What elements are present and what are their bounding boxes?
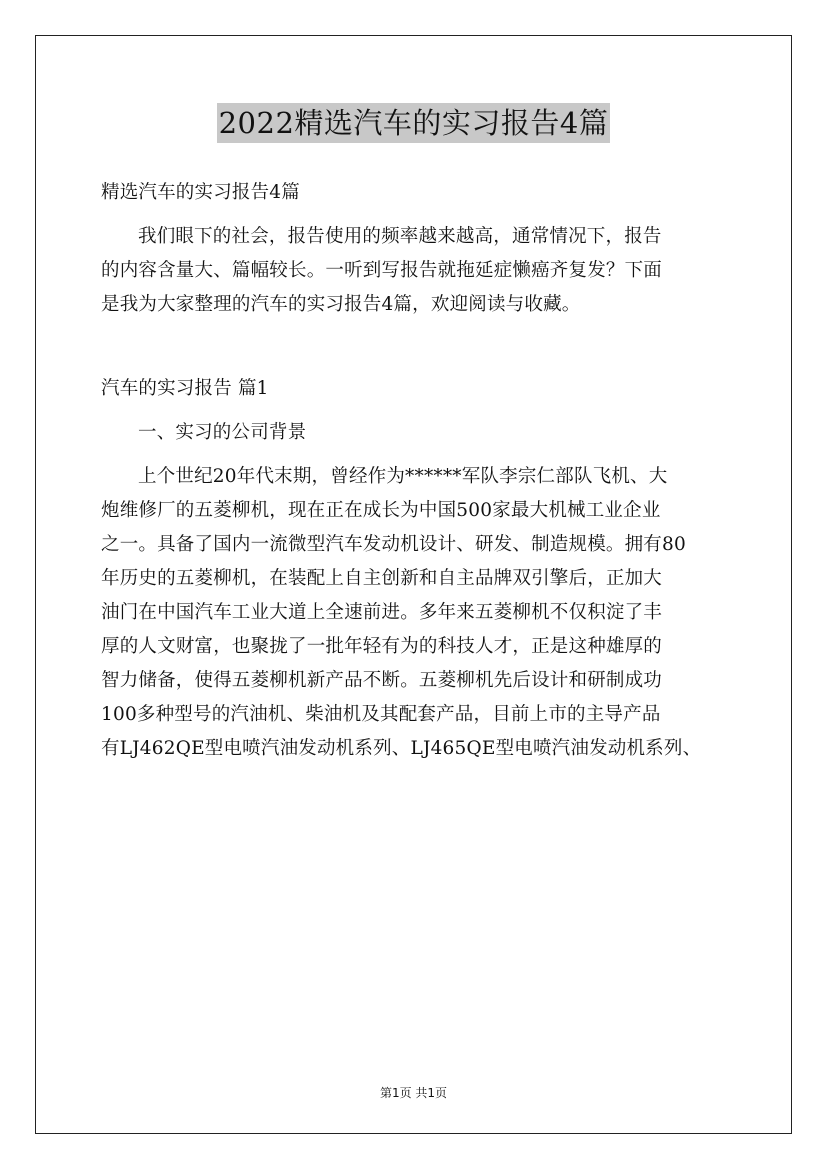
body-line: 智力储备，使得五菱柳机新产品不断。五菱柳机先后设计和研制成功 <box>101 670 663 691</box>
intro-line: 的内容含量大、篇幅较长。一听到写报告就拖延症懒癌齐复发？下面 <box>101 260 663 281</box>
section-subheading: 一、实习的公司背景 <box>138 422 307 443</box>
intro-line: 是我为大家整理的汽车的实习报告4篇，欢迎阅读与收藏。 <box>101 294 581 315</box>
document-body <box>101 176 729 766</box>
page-footer <box>0 1084 827 1101</box>
page-number: 第1页 共1页 <box>379 1086 448 1100</box>
body-line: 之一。具备了国内一流微型汽车发动机设计、研发、制造规模。拥有80 <box>101 534 686 555</box>
body-paragraph <box>101 460 729 766</box>
body-line: 有LJ462QE型电喷汽油发动机系列、LJ465QE型电喷汽油发动机系列、 <box>101 738 702 759</box>
body-line: 油门在中国汽车工业大道上全速前进。多年来五菱柳机不仅积淀了丰 <box>101 602 663 623</box>
body-line: 年历史的五菱柳机，在装配上自主创新和自主品牌双引擎后，正加大 <box>101 568 663 589</box>
section-heading: 汽车的实习报告 篇1 <box>101 378 269 399</box>
body-line: 100多种型号的汽油机、柴油机及其配套产品，目前上市的主导产品 <box>101 704 661 725</box>
document-title: 2022精选汽车的实习报告4篇 <box>217 103 611 143</box>
body-line: 厚的人文财富，也聚拢了一批年轻有为的科技人才，正是这种雄厚的 <box>101 636 663 657</box>
body-line: 炮维修厂的五菱柳机，现在正在成长为中国500家最大机械工业企业 <box>101 500 661 521</box>
intro-line: 我们眼下的社会，报告使用的频率越来越高，通常情况下，报告 <box>138 226 662 247</box>
title-wrapper <box>0 103 827 143</box>
document-subtitle: 精选汽车的实习报告4篇 <box>101 182 300 203</box>
intro-paragraph <box>101 220 729 322</box>
body-line: 上个世纪20年代末期，曾经作为******军队李宗仁部队飞机、大 <box>138 466 668 487</box>
